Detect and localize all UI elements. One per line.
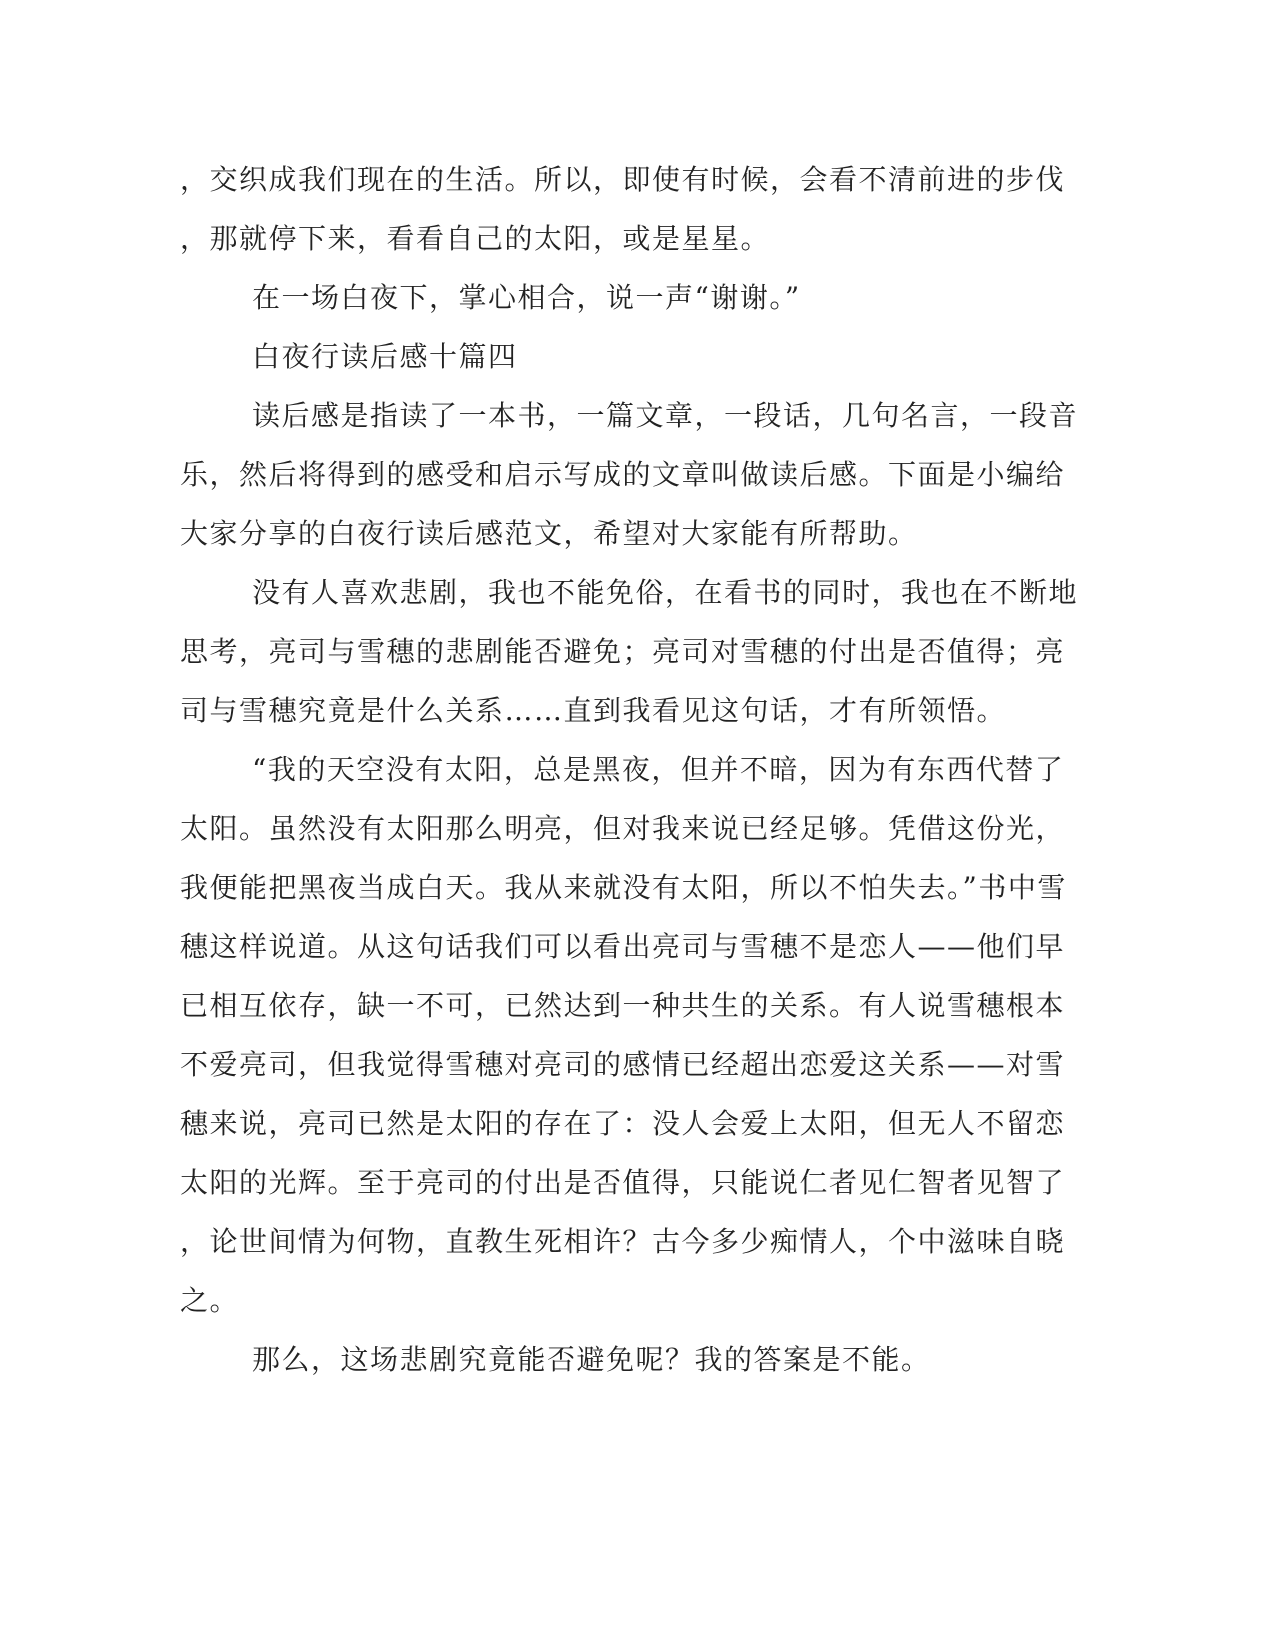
text-line: 思考，亮司与雪穗的悲剧能否避免；亮司对雪穗的付出是否值得；亮: [180, 635, 1066, 668]
text-line: 司与雪穗究竟是什么关系……直到我看见这句话，才有所领悟。: [180, 694, 1007, 727]
text-line: ，论世间情为何物，直教生死相许？古今多少痴情人，个中滋味自晓: [180, 1225, 1066, 1258]
text-line: 乐，然后将得到的感受和启示写成的文章叫做读后感。下面是小编给: [180, 458, 1066, 491]
section-heading: 白夜行读后感十篇四: [252, 340, 518, 373]
text-line: 太阳的光辉。至于亮司的付出是否值得，只能说仁者见仁智者见智了: [180, 1166, 1066, 1199]
text-line: 那么，这场悲剧究竟能否避免呢？我的答案是不能。: [252, 1343, 931, 1376]
text-line: ，那就停下来，看看自己的太阳，或是星星。: [180, 222, 771, 255]
text-line: 读后感是指读了一本书，一篇文章，一段话，几句名言，一段音: [252, 399, 1079, 432]
text-line: 穗来说，亮司已然是太阳的存在了：没人会爱上太阳，但无人不留恋: [180, 1107, 1066, 1140]
text-line: 太阳。虽然没有太阳那么明亮，但对我来说已经足够。凭借这份光，: [180, 812, 1066, 845]
text-line: 之。: [180, 1284, 240, 1317]
text-line: 已相互依存，缺一不可，已然达到一种共生的关系。有人说雪穗根本: [180, 989, 1066, 1022]
text-line: 不爱亮司，但我觉得雪穗对亮司的感情已经超出恋爱这关系——对雪: [180, 1048, 1066, 1081]
text-line: ，交织成我们现在的生活。所以，即使有时候，会看不清前进的步伐: [180, 163, 1066, 196]
text-line: 没有人喜欢悲剧，我也不能免俗，在看书的同时，我也在不断地: [252, 576, 1079, 609]
text-line: “我的天空没有太阳，总是黑夜，但并不暗，因为有东西代替了: [252, 753, 1065, 786]
text-line: 在一场白夜下，掌心相合，说一声“谢谢。”: [252, 281, 801, 314]
text-line: 大家分享的白夜行读后感范文，希望对大家能有所帮助。: [180, 517, 918, 550]
text-line: 穗这样说道。从这句话我们可以看出亮司与雪穗不是恋人——他们早: [180, 930, 1066, 963]
text-line: 我便能把黑夜当成白天。我从来就没有太阳，所以不怕失去。”书中雪: [180, 871, 1067, 904]
